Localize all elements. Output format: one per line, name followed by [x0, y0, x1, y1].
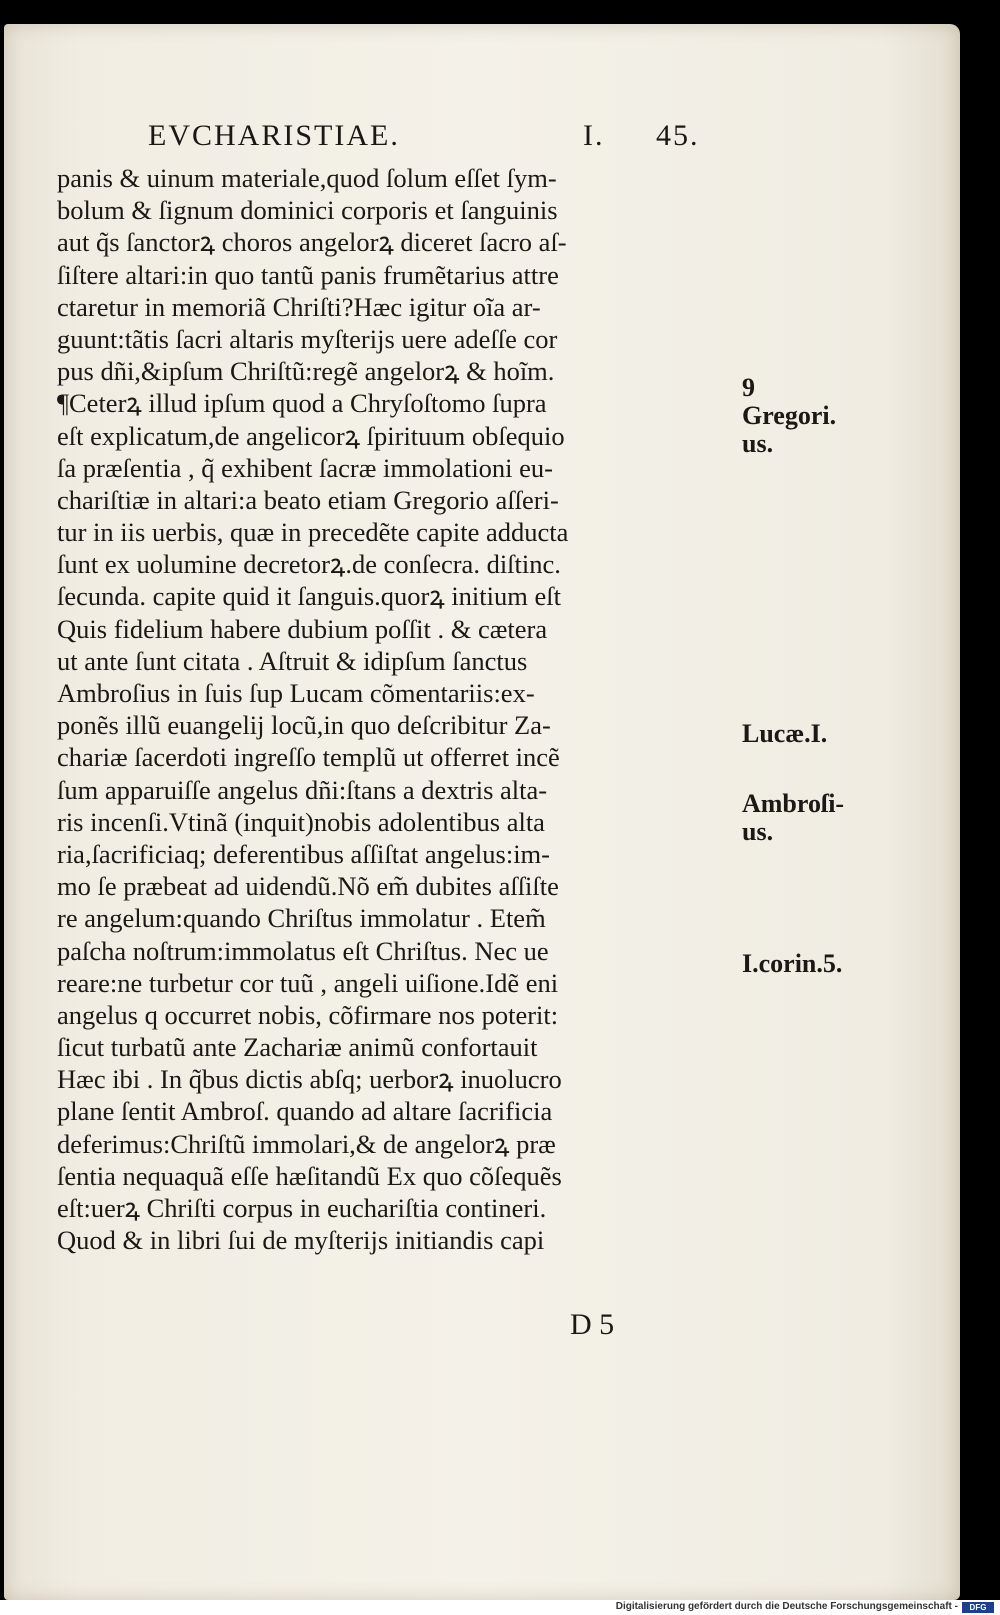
- text-line: ria,ſacrificiaq; deferentibus aſſiſtat angelus:im-: [57, 838, 550, 869]
- text-line: ¶Ceterꝝ illud ipſum quod a Chryſoſtomo ſupra: [57, 388, 547, 419]
- text-line: ſentia nequaquã eſſe hæſitandũ Ex quo cõſequẽs: [57, 1160, 562, 1191]
- text-line: mo ſe præbeat ad uidendũ.Nõ em̃ dubites aſſiſte: [57, 871, 559, 902]
- text-line: panis & uinum materiale,quod ſolum eſſet ſym-: [57, 163, 557, 193]
- text-line: eſt explicatum,de angelicorꝝ ſpirituum obſequio: [57, 420, 565, 451]
- text-line: re angelum:quando Chriſtus immolatur . Etem̃: [57, 903, 546, 934]
- running-title: EVCHARISTIAE.: [148, 119, 400, 152]
- running-chapter: I.: [583, 119, 605, 152]
- text-line: ris incenſi.Vtinã (inquit)nobis adolentibus alta: [57, 806, 545, 837]
- text-line: ſiſtere altari:in quo tantũ panis frumẽtarius attre: [57, 259, 559, 290]
- margin-note-corinth: [742, 950, 842, 978]
- text-line: bolum & ſignum dominici corporis et ſanguinis: [57, 195, 558, 226]
- running-head: [148, 119, 708, 159]
- text-line: ſunt ex uolumine decretorꝝ.de conſecra. diſtinc.: [57, 549, 561, 580]
- margin-note-lucae: [742, 720, 827, 748]
- margin-note-gregorius: [742, 374, 836, 458]
- margin-note-ambrosius: [742, 790, 844, 846]
- margin-note-line: us.: [742, 817, 774, 846]
- dfg-logo: DFG: [962, 1602, 994, 1613]
- text-line: ſa præſentia , q̃ exhibent ſacræ immolationi eu-: [57, 452, 554, 483]
- text-line: chariſtiæ in altari:a beato etiam Gregorio aſſeri-: [57, 484, 559, 515]
- text-line: ſecunda. capite quid it ſanguis.quorꝝ initium eſt: [57, 581, 561, 612]
- folio-number: 45.: [656, 119, 700, 152]
- text-line: Ambroſius in ſuis ſup Lucam cõmentariis:ex-: [57, 678, 535, 708]
- text-line: angelus q occurret nobis, cõfirmare nos poterit:: [57, 999, 559, 1030]
- text-line: Quis fidelium habere dubium poſſit . & cætera: [57, 613, 548, 644]
- body-text: [57, 162, 727, 1256]
- signature-mark: D 5: [570, 1308, 615, 1341]
- text-line: tur in iis uerbis, quæ in precedẽte capite adducta: [57, 517, 569, 548]
- text-line: ſicut turbatũ ante Zachariæ animũ confortauit: [57, 1032, 538, 1063]
- text-line: ſum apparuiſſe angelus dñi:ſtans a dextris alta-: [57, 774, 548, 805]
- text-line: pus dñi,&ipſum Chriſtũ:regẽ angelorꝝ & hoĩm.: [57, 356, 555, 387]
- text-line: chariæ ſacerdoti ingreſſo templũ ut offerret incẽ: [57, 742, 560, 773]
- text-line: aut q̃s ſanctorꝝ choros angelorꝝ diceret ſacro aſ-: [57, 227, 567, 258]
- footer-bar: [0, 1600, 1000, 1615]
- text-line: reare:ne turbetur cor tuũ , angeli uiſione.Idẽ eni: [57, 967, 559, 998]
- margin-note-line: I.corin.5.: [742, 949, 843, 978]
- margin-note-line: Lucæ.I.: [742, 719, 828, 748]
- margin-note-line: 9: [742, 373, 755, 402]
- text-line: ctaretur in memoriã Chriſti?Hæc igitur oĩa ar-: [57, 291, 541, 322]
- text-line: paſcha noſtrum:immolatus eſt Chriſtus. Nec ue: [57, 935, 549, 966]
- margin-note-line: us.: [742, 429, 774, 458]
- text-line: ponẽs illũ euangelij locũ,in quo deſcribitur Za-: [57, 710, 551, 741]
- margin-note-line: Gregori.: [742, 401, 837, 430]
- margin-note-line: Ambroſi-: [742, 789, 845, 818]
- text-line: deferimus:Chriſtũ immolari,& de angelorꝝ præ: [57, 1128, 556, 1159]
- text-line: eſt:uerꝝ Chriſti corpus in euchariſtia contineri.: [57, 1193, 547, 1223]
- text-line: Hæc ibi . In q̃bus dictis abſq; uerborꝝ inuolucro: [57, 1064, 562, 1095]
- text-line: Quod & in libri ſui de myſterijs initiandis capi: [57, 1225, 545, 1256]
- footer-credit: Digitalisierung gefördert durch die Deutsche Forschungsgemeinschaft -: [615, 1601, 958, 1612]
- text-line: plane ſentit Ambroſ. quando ad altare ſacrificia: [57, 1096, 553, 1127]
- text-line: ut ante ſunt citata . Aſtruit & idipſum ſanctus: [57, 645, 528, 676]
- text-line: guunt:tãtis ſacri altaris myſterijs uere adeſſe cor: [57, 323, 558, 354]
